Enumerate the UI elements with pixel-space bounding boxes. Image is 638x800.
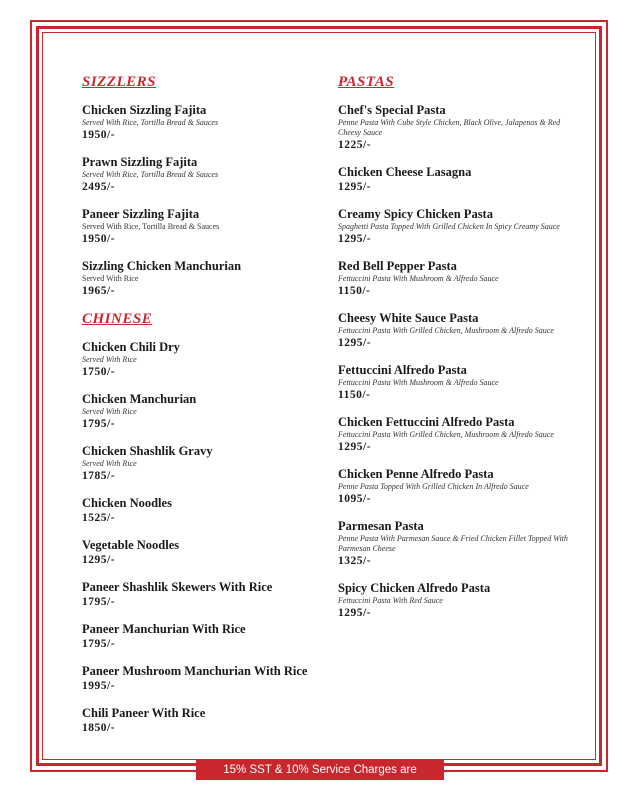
item-description: Penne Pasta Topped With Grilled Chicken In Alfredo Sauce — [338, 482, 529, 491]
item-price: 1150/- — [338, 389, 371, 401]
item-price: 1795/- — [82, 638, 116, 650]
menu-item — [338, 165, 570, 195]
pastas-section — [338, 74, 570, 621]
item-price: 1950/- — [82, 129, 116, 141]
item-price: 1325/- — [338, 555, 372, 567]
item-name: Parmesan Pasta — [338, 519, 424, 533]
item-name: Chicken Noodles — [82, 496, 172, 510]
service-charge-banner: 15% SST & 10% Service Charges are applicable. — [196, 760, 444, 780]
item-description: Fettuccini Pasta With Mushroom & Alfredo Sauce — [338, 274, 499, 283]
menu-item — [338, 259, 570, 299]
item-price: 1295/- — [338, 337, 372, 349]
item-price: 1295/- — [338, 441, 372, 453]
pastas-title: PASTAS — [338, 74, 395, 90]
item-price: 1225/- — [338, 139, 372, 151]
item-description: Spaghetti Pasta Topped With Grilled Chicken In Spicy Creamy Sauce — [338, 222, 560, 231]
menu-item — [338, 207, 570, 247]
menu-item — [338, 311, 570, 351]
menu-item — [338, 103, 570, 153]
chinese-section — [82, 311, 322, 736]
item-description: Served With Rice, Tortilla Bread & Sauces — [82, 222, 220, 231]
left-column — [82, 74, 322, 748]
menu-item — [82, 103, 322, 143]
item-name: Chicken Chili Dry — [82, 340, 180, 354]
menu-item — [82, 444, 322, 484]
item-name: Chicken Shashlik Gravy — [82, 444, 213, 458]
item-price: 1850/- — [82, 722, 116, 734]
item-price: 1525/- — [82, 512, 116, 524]
item-description: Served With Rice — [82, 274, 139, 283]
right-column — [338, 74, 570, 633]
item-name: Chicken Cheese Lasagna — [338, 165, 472, 179]
item-name: Creamy Spicy Chicken Pasta — [338, 207, 493, 221]
item-description: Penne Pasta With Cube Style Chicken, Black Olive, Jalapenos & Red Cheesy Sauce — [338, 118, 561, 137]
sizzlers-title: SIZZLERS — [82, 74, 157, 90]
item-price: 1965/- — [82, 285, 116, 297]
item-price: 1795/- — [82, 596, 116, 608]
item-name: Paneer Sizzling Fajita — [82, 207, 200, 221]
item-name: Prawn Sizzling Fajita — [82, 155, 198, 169]
menu-item — [82, 538, 322, 568]
item-name: Fettuccini Alfredo Pasta — [338, 363, 467, 377]
item-price: 1750/- — [82, 366, 116, 378]
item-name: Cheesy White Sauce Pasta — [338, 311, 479, 325]
item-price: 2495/- — [82, 181, 116, 193]
item-price: 1095/- — [338, 493, 372, 505]
menu-item — [82, 259, 322, 299]
item-description: Fettuccini Pasta With Grilled Chicken, Mushroom & Alfredo Sauce — [338, 326, 554, 335]
item-price: 1295/- — [338, 233, 372, 245]
item-description: Penne Pasta With Parmesan Sauce & Fried Chicken Fillet Topped With Parmesan Cheese — [338, 534, 568, 553]
item-description: Served With Rice, Tortilla Bread & Sauces — [82, 118, 219, 127]
item-price: 1785/- — [82, 470, 116, 482]
item-price: 1995/- — [82, 680, 116, 692]
item-price: 1295/- — [338, 607, 372, 619]
menu-item — [82, 706, 322, 736]
item-name: Chicken Manchurian — [82, 392, 197, 406]
menu-item — [82, 580, 322, 610]
menu-item — [338, 363, 570, 403]
item-name: Spicy Chicken Alfredo Pasta — [338, 581, 491, 595]
item-name: Paneer Mushroom Manchurian With Rice — [82, 664, 308, 678]
item-name: Chef's Special Pasta — [338, 103, 446, 117]
item-description: Served With Rice — [82, 459, 137, 468]
menu-item — [338, 581, 570, 621]
item-price: 1295/- — [82, 554, 116, 566]
item-name: Chicken Sizzling Fajita — [82, 103, 207, 117]
item-name: Sizzling Chicken Manchurian — [82, 259, 242, 273]
item-price: 1150/- — [338, 285, 371, 297]
item-description: Served With Rice — [82, 407, 137, 416]
item-name: Paneer Shashlik Skewers With Rice — [82, 580, 273, 594]
menu-item — [82, 207, 322, 247]
menu-item — [82, 496, 322, 526]
menu-item — [82, 664, 322, 694]
menu-item — [338, 415, 570, 455]
item-description: Served With Rice — [82, 355, 137, 364]
item-description: Served With Rice, Tortilla Bread & Sauces — [82, 170, 219, 179]
item-name: Chili Paneer With Rice — [82, 706, 206, 720]
menu-item — [82, 155, 322, 195]
menu-item — [82, 340, 322, 380]
menu-item — [82, 622, 322, 652]
item-name: Vegetable Noodles — [82, 538, 180, 552]
item-price: 1795/- — [82, 418, 116, 430]
item-description: Fettuccini Pasta With Mushroom & Alfredo Sauce — [338, 378, 499, 387]
item-price: 1295/- — [338, 181, 372, 193]
menu-item — [82, 392, 322, 432]
item-name: Paneer Manchurian With Rice — [82, 622, 246, 636]
menu-item — [338, 519, 570, 569]
sizzlers-section — [82, 74, 322, 299]
item-name: Chicken Fettuccini Alfredo Pasta — [338, 415, 515, 429]
menu-item — [338, 467, 570, 507]
item-description: Fettuccini Pasta With Red Sauce — [338, 596, 443, 605]
item-price: 1950/- — [82, 233, 116, 245]
item-name: Red Bell Pepper Pasta — [338, 259, 457, 273]
item-description: Fettuccini Pasta With Grilled Chicken, Mushroom & Alfredo Sauce — [338, 430, 554, 439]
chinese-title: CHINESE — [82, 311, 153, 327]
item-name: Chicken Penne Alfredo Pasta — [338, 467, 494, 481]
